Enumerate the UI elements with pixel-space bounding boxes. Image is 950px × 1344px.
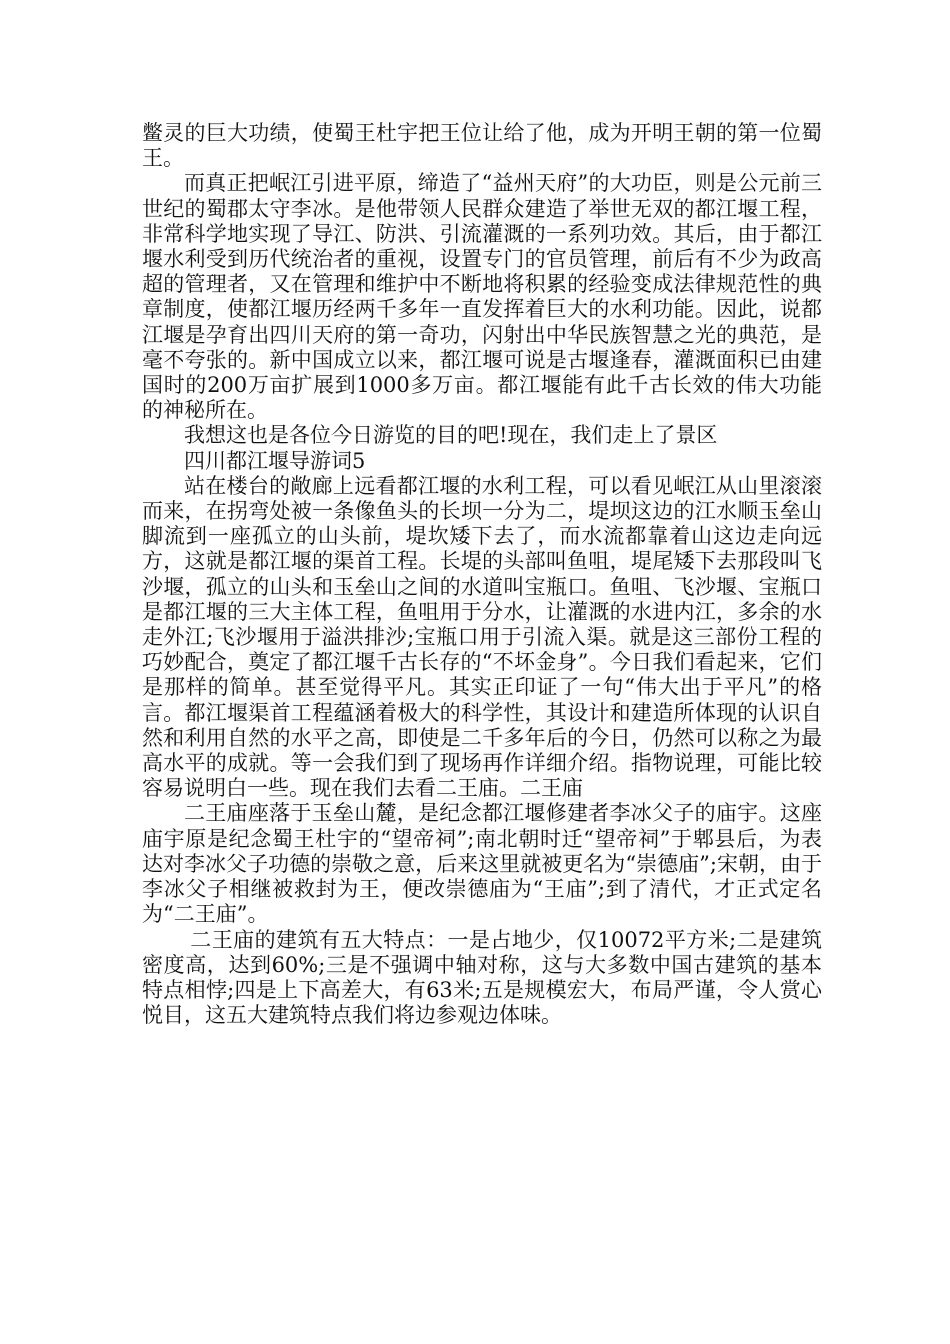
paragraph-5: 站在楼台的敞廊上远看都江堰的水利工程，可以看见岷江从山里滚滚而来，在拐弯处被一条像鱼头的长坝一分为二，堤坝这边的江水顺玉垒山脚流到一座孤立的山头前，堤坎矮下去了，而水流都靠着山这边走向远方，这就是都江堰的渠首工程。长堤的头部叫鱼咀，堤尾矮下去那段叫飞沙堰，孤立的山头和玉垒山之间的水道叫宝瓶口。鱼咀、飞沙堰、宝瓶口是都江堰的三大主体工程，鱼咀用于分水，让灌溉的水进内江，多余的水走外江;飞沙堰用于溢洪排沙;宝瓶口用于引流入渠。就是这三部份工程的巧妙配合，奠定了都江堰千古长存的“不坏金身”。今日我们看起来，它们是那样的简单。甚至觉得平凡。其实正印证了一句“伟大出于平凡”的格言。都江堰渠首工程蕴涵着极大的科学性，其设计和建造所体现的认识自然和利用自然的水平之高，即使是二千多年后的今日，仍然可以称之为最高水平的成就。等一会我们到了现场再作详细介绍。指物说理，可能比较容易说明白一些。现在我们去看二王庙。二王庙 — [142, 473, 822, 801]
paragraph-2: 而真正把岷江引进平原，缔造了“益州天府”的大功臣，则是公元前三世纪的蜀郡太守李冰。是他带领人民群众建造了举世无双的都江堰工程，非常科学地实现了导江、防洪、引流灌溉的一系列功效。其后，由于都江堰水利受到历代统治者的重视，设置专门的官员管理，前后有不少为政高超的管理者，又在管理和维护中不断地将积累的经验变成法律规范性的典章制度，使都江堰历经两千多年一直发挥着巨大的水利功能。因此，说都江堰是孕育出四川天府的第一奇功，闪射出中华民族智慧之光的典范，是毫不夸张的。新中国成立以来，都江堰可说是古堰逢春，灌溉面积已由建国时的200万亩扩展到1000多万亩。都江堰能有此千古长效的伟大功能的神秘所在。 — [142, 171, 822, 423]
section-heading: 四川都江堰导游词5 — [184, 448, 366, 473]
paragraph-1: 鳖灵的巨大功绩，使蜀王杜宇把王位让给了他，成为开明王朝的第一位蜀王。 — [142, 121, 822, 171]
document-body — [142, 121, 822, 1028]
paragraph-7: 二王庙的建筑有五大特点：一是占地少，仅10072平方米;二是建筑密度高，达到60%;三是不强调中轴对称，这与大多数中国古建筑的基本特点相悖;四是上下高差大，有63米;五是规模宏大，布局严谨，令人赏心悦目，这五大建筑特点我们将边参观边体味。 — [142, 927, 822, 1028]
paragraph-6: 二王庙座落于玉垒山麓，是纪念都江堰修建者李冰父子的庙宇。这座庙宇原是纪念蜀王杜宇的“望帝祠”;南北朝时迁“望帝祠”于郫县后，为表达对李冰父子功德的崇敬之意，后来这里就被更名为“崇德庙”;宋朝，由于李冰父子相继被救封为王，便改崇德庙为“王庙”;到了清代，才正式定名为“二王庙”。 — [142, 801, 822, 927]
paragraph-3: 我想这也是各位今日游览的目的吧!现在，我们走上了景区 — [184, 423, 718, 448]
